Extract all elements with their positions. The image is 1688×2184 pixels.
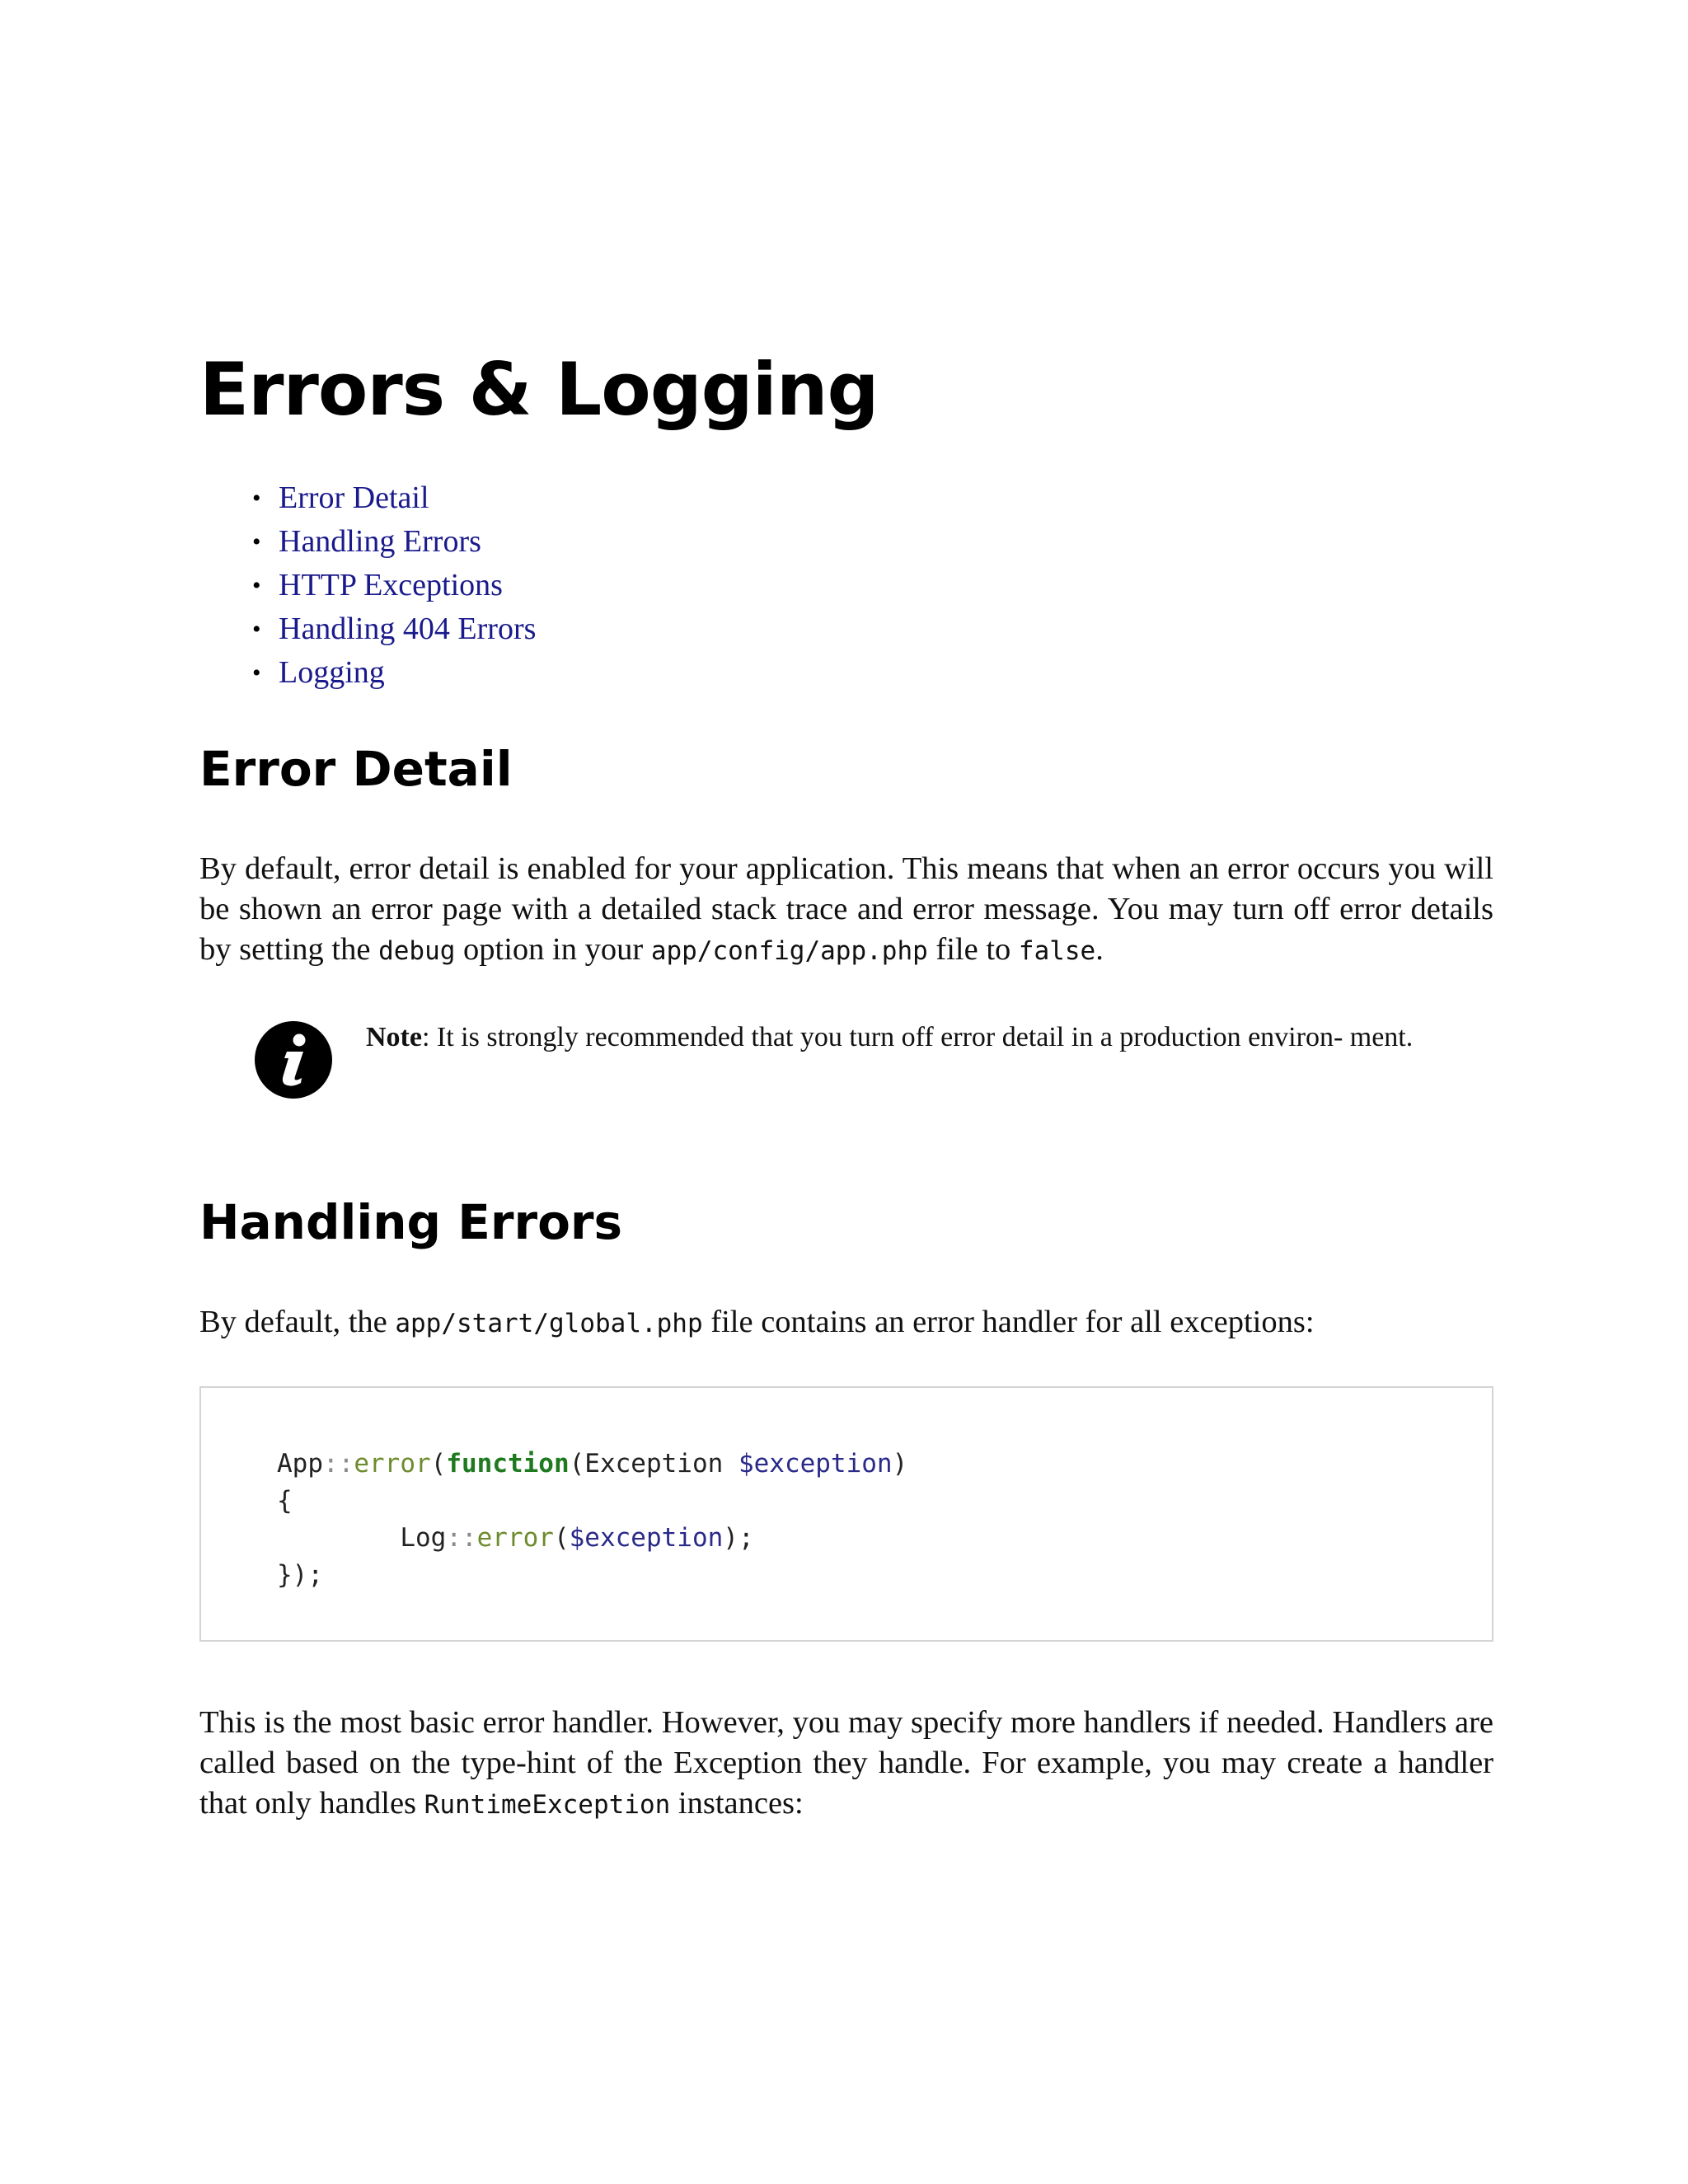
toc-link-logging[interactable]: Logging xyxy=(279,655,385,690)
inline-code: app/start/global.php xyxy=(395,1309,703,1338)
code-token: (Exception xyxy=(569,1449,738,1479)
page-title: Errors & Logging xyxy=(199,347,879,432)
code-token: function xyxy=(446,1449,570,1479)
inline-code: RuntimeException xyxy=(424,1790,671,1820)
bullet: • xyxy=(252,659,261,687)
note-text xyxy=(366,1019,1442,1057)
text: option in your xyxy=(455,932,651,967)
inline-code: app/config/app.php xyxy=(650,936,928,966)
info-icon xyxy=(254,1020,333,1099)
note-callout xyxy=(254,1019,1474,1109)
bullet: • xyxy=(252,616,261,643)
text: file contains an error handler for all exceptions: xyxy=(702,1305,1315,1339)
toc-item-handling-errors xyxy=(199,520,536,564)
section-heading-handling-errors: Handling Errors xyxy=(199,1194,623,1250)
code-token: ) xyxy=(892,1449,908,1479)
text: instances: xyxy=(670,1786,804,1821)
code-token: }); xyxy=(277,1560,323,1590)
code-token: :: xyxy=(323,1449,354,1479)
error-detail-paragraph xyxy=(199,849,1493,972)
toc-item-logging xyxy=(199,651,536,695)
code-token: { xyxy=(277,1486,293,1516)
code-listing xyxy=(277,1446,907,1594)
code-token: Log xyxy=(400,1523,447,1553)
code-token: error xyxy=(476,1523,554,1553)
note-label: Note xyxy=(366,1022,422,1052)
code-token: error xyxy=(354,1449,431,1479)
code-token: $exception xyxy=(569,1523,724,1553)
text: This is the most basic error handler. However, you may specify more handlers if needed. Handlers are called based on the type-hint of the Exception they handle. For example, you may create a handler that only handles xyxy=(199,1705,1493,1821)
text: . xyxy=(1095,932,1104,967)
table-of-contents xyxy=(199,476,536,695)
bullet: • xyxy=(252,572,261,599)
text: By default, error detail is enabled for your application. This means that when an error occurs you will be shown an error page with a detailed stack trace and error message. You may turn off error details by setting the xyxy=(199,851,1493,967)
handling-errors-paragraph-2 xyxy=(199,1703,1493,1825)
bullet: • xyxy=(252,485,261,512)
inline-code: false xyxy=(1018,936,1096,966)
toc-link-http-exceptions[interactable]: HTTP Exceptions xyxy=(279,568,503,602)
code-token: App xyxy=(277,1449,323,1479)
toc-item-error-detail xyxy=(199,476,536,520)
toc-link-error-detail[interactable]: Error Detail xyxy=(279,480,429,515)
code-indent xyxy=(277,1523,400,1553)
bullet: • xyxy=(252,528,261,555)
code-token: ( xyxy=(553,1523,570,1553)
note-body: : It is strongly recommended that you turn off error detail in a production environ- ment. xyxy=(421,1022,1414,1052)
section-heading-error-detail: Error Detail xyxy=(199,741,513,797)
toc-item-handling-404-errors xyxy=(199,607,536,651)
code-token: ( xyxy=(430,1449,447,1479)
code-block xyxy=(199,1386,1493,1642)
toc-item-http-exceptions xyxy=(199,564,536,607)
handling-errors-paragraph-1 xyxy=(199,1302,1493,1344)
inline-code: debug xyxy=(378,936,456,966)
code-token: :: xyxy=(446,1523,477,1553)
code-token: $exception xyxy=(738,1449,893,1479)
toc-link-handling-errors[interactable]: Handling Errors xyxy=(279,524,481,559)
toc-link-handling-404-errors[interactable]: Handling 404 Errors xyxy=(279,612,537,646)
text: By default, the xyxy=(199,1305,396,1339)
code-token: ); xyxy=(723,1523,754,1553)
text: file to xyxy=(927,932,1019,967)
